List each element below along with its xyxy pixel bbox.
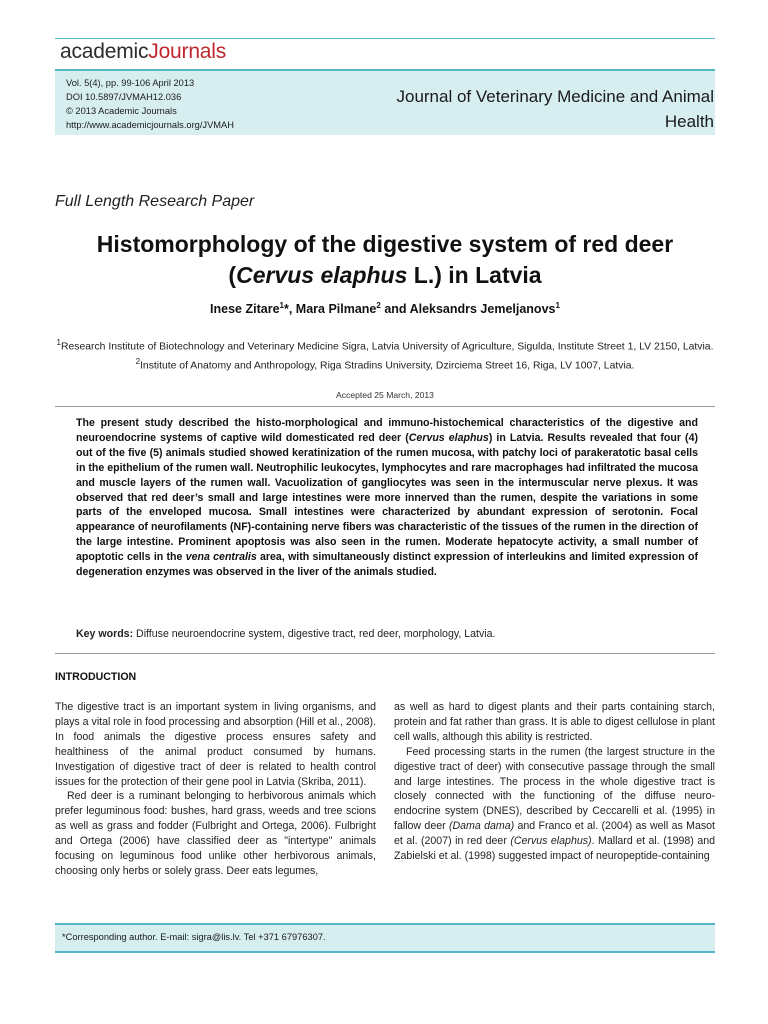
accepted-date: Accepted 25 March, 2013	[336, 390, 434, 400]
paragraph: as well as hard to digest plants and their parts containing starch, protein and fat rather than grass. It is able to digest cellulose in plant cell walls, although this ability is restricted.	[394, 701, 715, 743]
abstract-rule-bottom	[55, 653, 715, 654]
corresponding-author-note: *Corresponding author. E-mail: sigra@lis.lv. Tel +371 67976307.	[62, 932, 326, 942]
paragraph: The digestive tract is an important system in living organisms, and plays a vital role in food processing and absorption (Hill et al., 2008). In food animals the digestive process ensures safety and healthiness of the animal product consumed by humans. Investigation of digestive tract of deer is related to health control issues for the protection of their gene pool in Latvia (Skriba, 2011).	[55, 701, 376, 788]
paper-type: Full Length Research Paper	[55, 193, 255, 210]
body-column-left	[55, 700, 376, 879]
journal-url[interactable]: http://www.academicjournals.org/JVMAH	[66, 120, 234, 130]
affiliations	[55, 335, 715, 374]
paragraph: Feed processing starts in the rumen (the largest structure in the digestive tract of deer) with consecutive passage through the small and large intestines. The process in the whole digestive tract is closely connected with the functioning of the diffuse neuro-endocrine system (DNES), described by Ceccarelli et al. (1995) in fallow deer (Dama dama) and Franco et al. (2004) as well as Masot et al. (2007) in red deer (Cervus elaphus). Mallard et al. (1998) and Zabielski et al. (1998) suggested impact of neuropeptide-containing	[394, 745, 715, 863]
affiliation: $^2$Institute of Anatomy and Anthropology, Riga Stradins University, Dzirciema Street 16, Riga, LV 1007, Latvia.	[135, 357, 635, 372]
section-heading-introduction: INTRODUCTION	[55, 671, 137, 683]
keywords	[76, 628, 698, 640]
paragraph: Red deer is a ruminant belonging to herbivorous animals which prefer leguminous food: bushes, hard grass, weeds and tree scions as well as grass and fodder (Fulbright and Ortega, 2006). Fulbright and Ortega (2006) have classified deer as "intertype" animals focusing on leguminous food unlike other herbivorous animals, choosing only herbs or solely grass. Deer eats legumes,	[55, 790, 376, 877]
paper-title: Histomorphology of the digestive system of red deer (Cervus elaphus L.) in Latvia	[96, 231, 674, 288]
author: Inese Zitare$^1$*,	[210, 301, 296, 317]
author: Mara Pilmane$^2$ and	[295, 301, 410, 317]
abstract: The present study described the histo-morphological and immuno-histochemical characteristics of the digestive and neuroendocrine systems of captive wild domesticated red deer (Cervus elaphus) in Latvia. Results revealed that four (4) out of the five (5) animals studied showed keratinization of the rumen mucosa, with patchy loci of parakeratotic basal cells in the epithelium of the rumen wall. Neutrophilic leukocytes, lymphocytes and rare macrophages had infiltrated the mucosa and muscle layers of the rumen wall. Vacuolization of gangliocytes was seen in the intermuscular nerve plexus. It was observed that red deer’s small and large intestines were more innerved than the rumen, despite the variations in some parts of the enveloped mucosa. Small intestines were characterized by abundant expression of serotonin. Focal appearance of neurofilaments (NF)-containing nerve fibers was characteristic of the tissues of the rumen in the direction of the large intestine. Prominent apoptosis was also seen in the rumen. Moderate hepatocyte activity, a small number of apoptotic cells in the vena centralis area, with simultaneously distinct expression of interleukins and limited expression of degeneration enzymes was observed in the liver of the animals studied.	[76, 417, 699, 579]
keywords-label: Key words:	[76, 628, 134, 640]
top-rule	[55, 38, 715, 39]
author: Aleksandrs Jemeljanovs$^1$	[409, 301, 560, 317]
body-column-right	[394, 700, 715, 864]
affiliation: $^1$Research Institute of Biotechnology and Veterinary Medicine Sigra, Latvia University of Agriculture, Sigulda, Institute Street 1, LV 2150, Latvia.	[56, 338, 714, 353]
journal-meta	[66, 76, 234, 132]
keywords-text: Diffuse neuroendocrine system, digestive tract, red deer, morphology, Latvia.	[133, 628, 496, 640]
publisher-logo: academicJournals	[60, 40, 227, 63]
author-list	[55, 301, 715, 316]
abstract-rule-top	[55, 406, 715, 407]
journal-name: Journal of Veterinary Medicine and Animal Health	[396, 87, 714, 131]
doi: DOI 10.5897/JVMAH12.036	[66, 92, 182, 102]
volume-info: Vol. 5(4), pp. 99-106 April 2013	[66, 78, 195, 88]
copyright: © 2013 Academic Journals	[66, 106, 177, 116]
